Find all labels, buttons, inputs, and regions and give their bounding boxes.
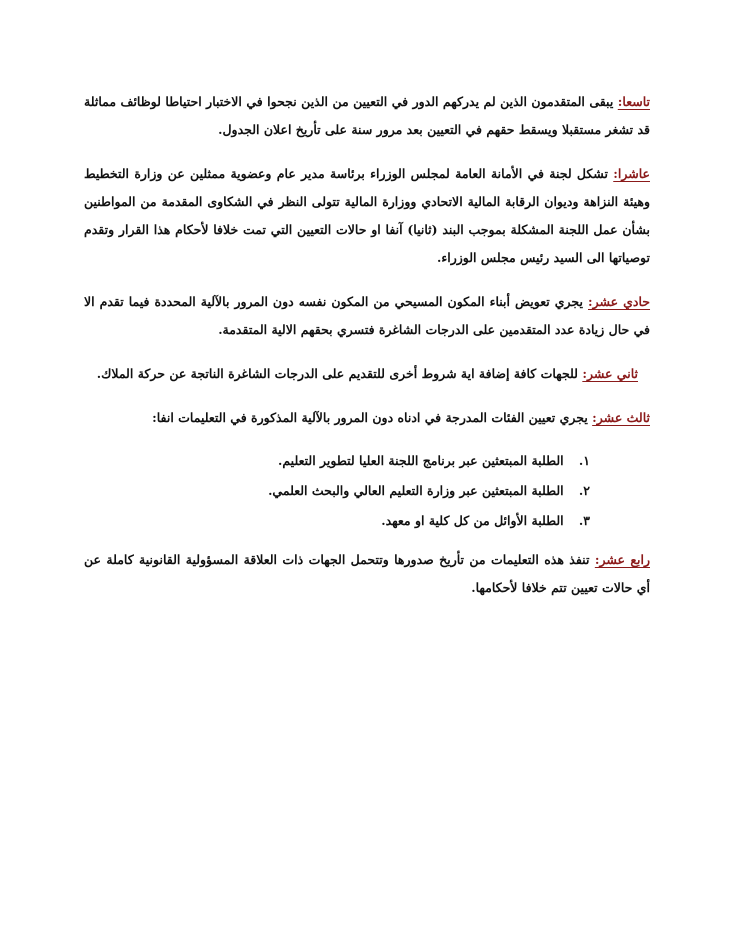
list-number: ٣.: [578, 513, 590, 528]
clause-twelfth: [84, 360, 650, 388]
list-number: ٢.: [578, 483, 590, 498]
clause-eleventh: [84, 288, 650, 344]
clause-text: يجري تعيين الفئات المدرجة في ادناه دون المرور بالآلية المذكورة في التعليمات انفا:: [152, 410, 588, 425]
list-item: [84, 448, 590, 474]
clause-text: تشكل لجنة في الأمانة العامة لمجلس الوزراء برئاسة مدير عام وعضوية ممثلين عن وزارة التخطيط وهيئة النزاهة وديوان الرقابة المالية الاتحادي ووزارة المالية تتولى النظر في الشكاوى المقدمة من المواطنين بشأن عمل اللجنة المشكلة بموجب البند (ثانيا) آنفا او حالات التعيين التي تمت خلافا لأحكام هذا القرار وتقدم توصياتها الى السيد رئيس مجلس الوزراء.: [84, 166, 650, 265]
clause-ninth: [84, 88, 650, 144]
clause-heading: ثاني عشر:: [582, 366, 638, 381]
list-item: [84, 478, 590, 504]
list-text: الطلبة المبتعثين عبر برنامج اللجنة العليا لتطوير التعليم.: [278, 453, 564, 468]
list-number: ١.: [578, 453, 590, 468]
list-item: [84, 508, 590, 534]
clause-heading: حادي عشر:: [588, 294, 651, 309]
clause-text: تنفذ هذه التعليمات من تأريخ صدورها وتتحمل الجهات ذات العلاقة المسؤولية القانونية كاملة عن أي حالات تعيين تتم خلافا لأحكامها.: [84, 552, 650, 595]
clause-text: يجري تعويض أبناء المكون المسيحي من المكون نفسه دون المرور بالآلية المحددة فيما تقدم الا في حال زيادة عدد المتقدمين على الدرجات الشاغرة فتسري بحقهم الالية المتقدمة.: [84, 294, 650, 337]
exempt-categories-list: [84, 448, 650, 534]
clause-tenth: [84, 160, 650, 272]
clause-heading: تاسعا:: [617, 94, 650, 109]
list-text: الطلبة المبتعثين عبر وزارة التعليم العالي والبحث العلمي.: [268, 483, 564, 498]
document-page: [84, 88, 650, 618]
clause-text: للجهات كافة إضافة اية شروط أخرى للتقديم على الدرجات الشاغرة الناتجة عن حركة الملاك.: [96, 366, 578, 381]
clause-heading: رابع عشر:: [594, 552, 650, 567]
list-text: الطلبة الأوائل من كل كلية او معهد.: [381, 513, 564, 528]
clause-thirteenth: [84, 404, 650, 432]
clause-heading: ثالث عشر:: [592, 410, 650, 425]
clause-fourteenth: [84, 546, 650, 602]
clause-heading: عاشرا:: [613, 166, 650, 181]
clause-text: يبقى المتقدمون الذين لم يدركهم الدور في التعيين من الذين نجحوا في الاختبار احتياطا لوظائف مماثلة قد تشغر مستقبلا ويسقط حقهم في التعيين بعد مرور سنة على تأريخ اعلان الجدول.: [84, 94, 650, 137]
